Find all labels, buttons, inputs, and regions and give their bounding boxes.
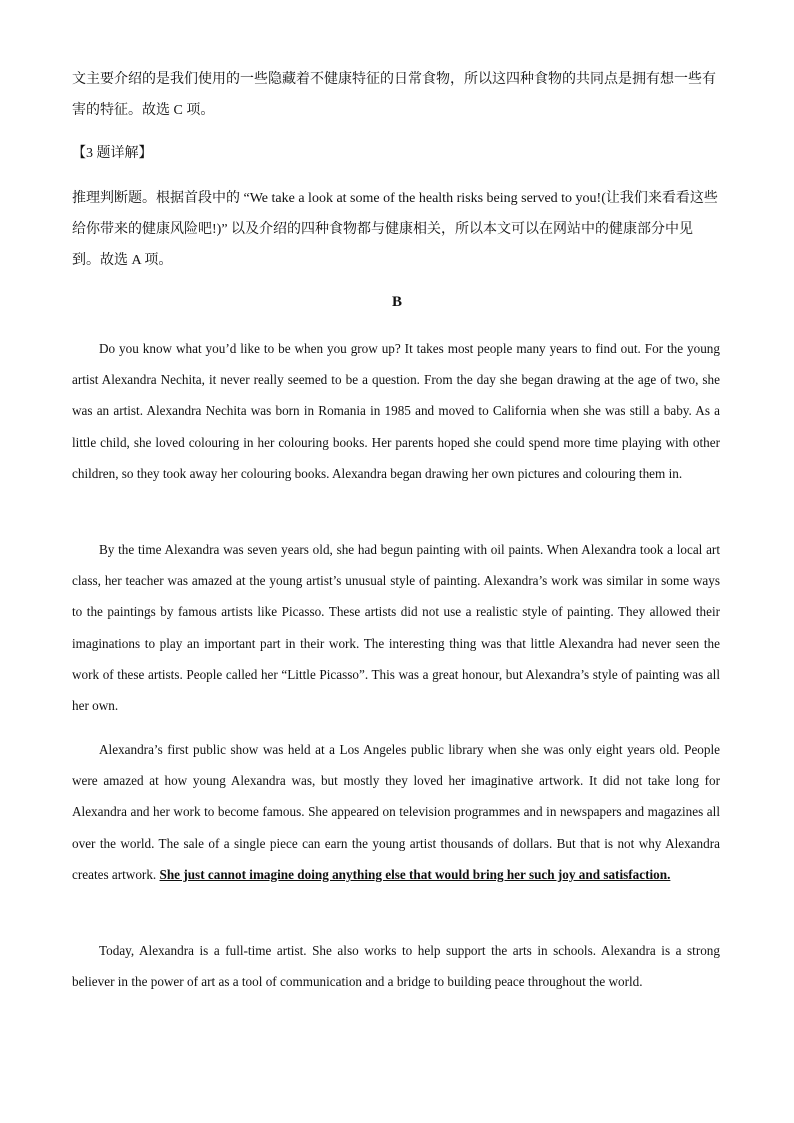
question-3-label: 【3 题详解】 (72, 146, 153, 161)
answer-explanation-2: 文主要介绍的是我们使用的一些隐藏着不健康特征的日常食物，所以这四种食物的共同点是拥有想一些有害的特征。故选 C 项。 (72, 72, 716, 118)
paragraph-1: Do you know what you’d like to be when you grow up? It takes most people many years to find out. For the young artist Alexandra Nechita, it never really seemed to be a question. From the day she began drawing at the age of two, she was an artist. Alexandra Nechita was born in Romania in 1985 and moved to California when she was still a baby. As a little child, she loved colouring in her colouring books. Her parents hoped she could spend more time playing with other children, so they took away her colouring books. Alexandra began drawing her own pictures and colouring them in. (72, 341, 720, 481)
answer-explanation-3: 推理判断题。根据首段中的 “We take a look at some of the health risks being served to you!(让我们来看看这些给你带来的健康风险吧!)” 以及介绍的四种食物都与健康相关，所以本文可以在网站中的健康部分中见到。故选 A 项。 (72, 191, 718, 268)
paragraph-2: By the time Alexandra was seven years old, she had begun painting with oil paints. When Alexandra took a local art class, her teacher was amazed at the young artist’s unusual style of painting. Alexandra’s work was similar in some ways to the paintings by famous artists like Picasso. These artists did not use a realistic style of painting. They allowed their imaginations to play an important part in their work. The interesting thing was that little Alexandra had never seen the work of these artists. People called her “Little Picasso”. This was a great honour, but Alexandra’s style of painting was all her own. (72, 542, 720, 714)
paragraph-3 (72, 734, 720, 890)
section-heading: B (391, 294, 402, 310)
paragraph-4: Today, Alexandra is a full-time artist. She also works to help support the arts in schools. Alexandra is a strong believer in the power of art as a tool of communication and a bridge to building peace throughout the world. (72, 943, 720, 990)
underlined-sentence: She just cannot imagine doing anything else that would bring her such joy and satisfaction. (159, 866, 671, 882)
paragraph-3-text: Alexandra’s first public show was held at a Los Angeles public library when she was only eight years old. People were amazed at how young Alexandra was, but mostly they loved her imaginative artwork. It did not take long for Alexandra and her work to become famous. She appeared on television programmes and in newspapers and magazines all over the world. The sale of a single piece can earn the young artist thousands of dollars. But that is not why Alexandra creates artwork. (72, 742, 720, 882)
